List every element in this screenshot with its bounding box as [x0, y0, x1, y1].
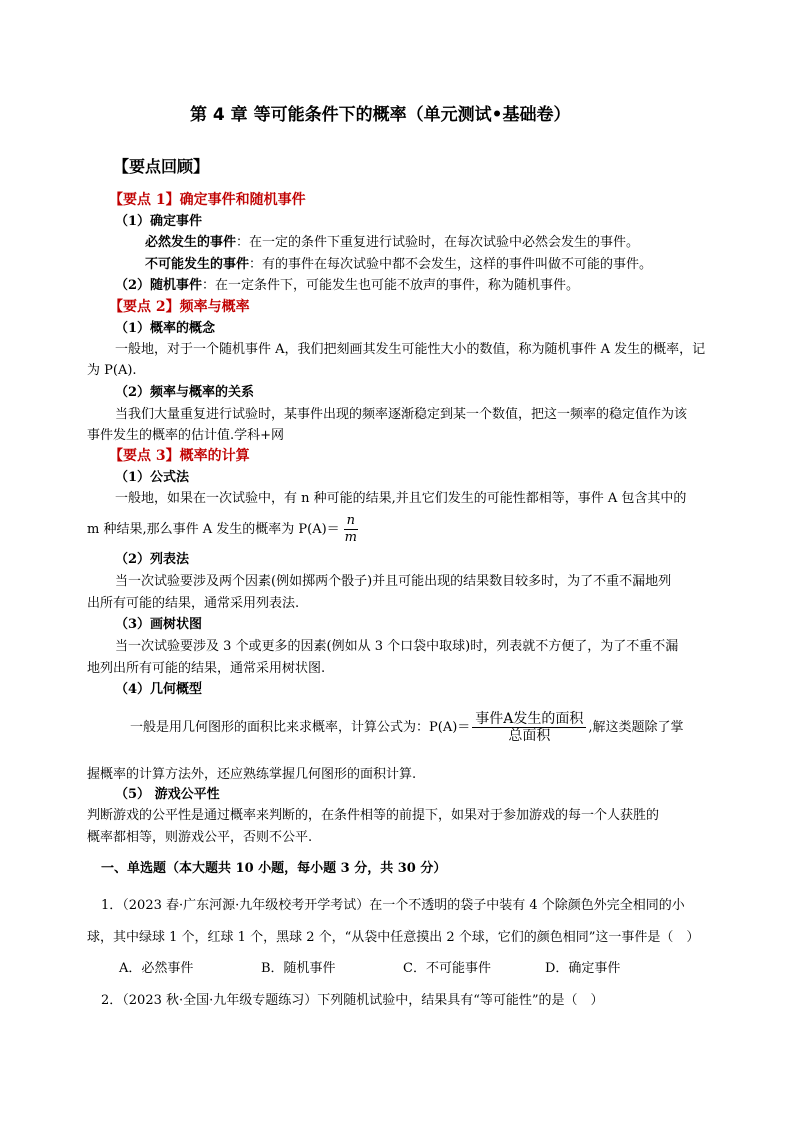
- formula-line-2: [87, 513, 362, 547]
- certain-event-label: 必然发生的事件: [145, 235, 237, 250]
- formula-line-1: 一般地，如果在一次试验中，有 n 种可能的结果,并且它们发生的可能性都相等，事件 A 包含其中的: [115, 491, 687, 506]
- point-3-name: 概率的计算: [179, 448, 250, 464]
- point-3-heading: [109, 447, 250, 465]
- random-event-label: （2）随机事件: [115, 278, 203, 293]
- probability-def-line-1: 一般地，对于一个随机事件 A，我们把刻画其发生可能性大小的数值，称为随机事件 A 发生的概率，记: [115, 342, 706, 357]
- tree-line-1: 当一次试验要涉及 3 个或更多的因素(例如从 3 个口袋中取球)时，列表就不方便了，为了不重不漏: [115, 639, 679, 654]
- question-1-line-1: 1．（2023 春·广东河源·九年级校考开学考试）在一个不透明的袋子中装有 4 个除颜色外完全相同的小: [101, 898, 685, 913]
- impossible-event-line: [145, 256, 652, 274]
- point-1-heading: [109, 191, 306, 209]
- table-method-heading: （2）列表法: [115, 552, 190, 567]
- formula-fraction: [342, 513, 360, 546]
- choice-c: C．不可能事件: [403, 961, 491, 976]
- random-event-line: [115, 277, 579, 295]
- fairness-heading: （5） 游戏公平性: [115, 787, 220, 802]
- review-heading: 【要点回顾】: [113, 157, 210, 176]
- choice-a: A．必然事件: [119, 961, 194, 976]
- question-1-choices: [119, 960, 687, 978]
- point-2-heading: [109, 298, 250, 316]
- geometric-numerator: 事件A发生的面积: [472, 711, 586, 728]
- page-title: 第 4 章 等可能条件下的概率（单元测试•基础卷）: [190, 105, 571, 125]
- table-line-2: 出所有可能的结果，通常采用列表法.: [87, 596, 300, 611]
- certain-event-text: ：在一定的条件下重复进行试验时，在每次试验中必然会发生的事件。: [236, 235, 640, 250]
- frequency-line-2: 事件发生的概率的估计值.学科+网: [87, 428, 285, 443]
- certain-event-line: [145, 234, 639, 252]
- table-line-1: 当一次试验要涉及两个因素(例如掷两个骰子)并且可能出现的结果数目较多时，为了不重不漏地列: [115, 574, 672, 589]
- point-3-tag: 【要点 3】: [109, 448, 180, 464]
- geometric-fraction: [472, 711, 586, 744]
- geometric-text-tail: ,解这类题除了掌: [588, 720, 684, 735]
- choice-b: B．随机事件: [261, 961, 336, 976]
- random-event-text: ：在一定条件下，可能发生也可能不放声的事件，称为随机事件。: [202, 278, 580, 293]
- impossible-event-text: ：有的事件在每次试验中都不会发生，这样的事件叫做不可能的事件。: [249, 257, 653, 272]
- formula-denominator: m: [344, 530, 357, 545]
- point-2-name: 频率与概率: [179, 299, 250, 315]
- fairness-line-2: 概率都相等，则游戏公平，否则不公平.: [87, 830, 313, 845]
- formula-method-heading: （1）公式法: [115, 470, 190, 485]
- frequency-line-1: 当我们大量重复进行试验时，某事件出现的频率逐渐稳定到某一个数值，把这一频率的稳定值作为该: [115, 407, 688, 422]
- point-1-tag: 【要点 1】: [109, 192, 180, 208]
- geometric-line-1: [130, 710, 684, 746]
- geometric-denominator: 总面积: [508, 728, 551, 744]
- question-1-line-2: 球，其中绿球 1 个，红球 1 个，黑球 2 个，“从袋中任意摸出 2 个球，它们的颜色相同”这一事件是（ ）: [87, 930, 700, 945]
- formula-text: m 种结果,那么事件 A 发生的概率为 P(A)＝: [87, 522, 340, 537]
- tree-method-heading: （3）画树状图: [115, 617, 203, 632]
- point-1-sub-1: （1）确定事件: [115, 214, 203, 229]
- formula-numerator: n: [344, 513, 358, 530]
- probability-def-line-2: 为 P(A).: [87, 363, 137, 378]
- geometric-text: 一般是用几何图形的面积比来求概率，计算公式为：P(A)＝: [130, 720, 471, 735]
- fairness-line-1: 判断游戏的公平性是通过概率来判断的，在条件相等的前提下，如果对于参加游戏的每一个人获胜的: [87, 808, 660, 823]
- question-2-line-1: 2．（2023 秋·全国·九年级专题练习）下列随机试验中，结果具有“等可能性”的是（ ）: [101, 993, 604, 1008]
- point-2-sub-1: （1）概率的概念: [115, 321, 216, 336]
- geometric-line-2: 握概率的计算方法外，还应熟练掌握几何图形的面积计算.: [87, 767, 417, 782]
- section-1-heading: 一、单选题（本大题共 10 小题，每小题 3 分，共 30 分）: [101, 861, 447, 876]
- tree-line-2: 地列出所有可能的结果，通常采用树状图.: [87, 661, 326, 676]
- point-1-name: 确定事件和随机事件: [179, 192, 306, 208]
- geometric-method-heading: （4）几何概型: [115, 682, 203, 697]
- impossible-event-label: 不可能发生的事件: [145, 257, 250, 272]
- point-2-sub-2: （2）频率与概率的关系: [115, 385, 255, 400]
- choice-d: D．确定事件: [545, 961, 621, 976]
- point-2-tag: 【要点 2】: [109, 299, 180, 315]
